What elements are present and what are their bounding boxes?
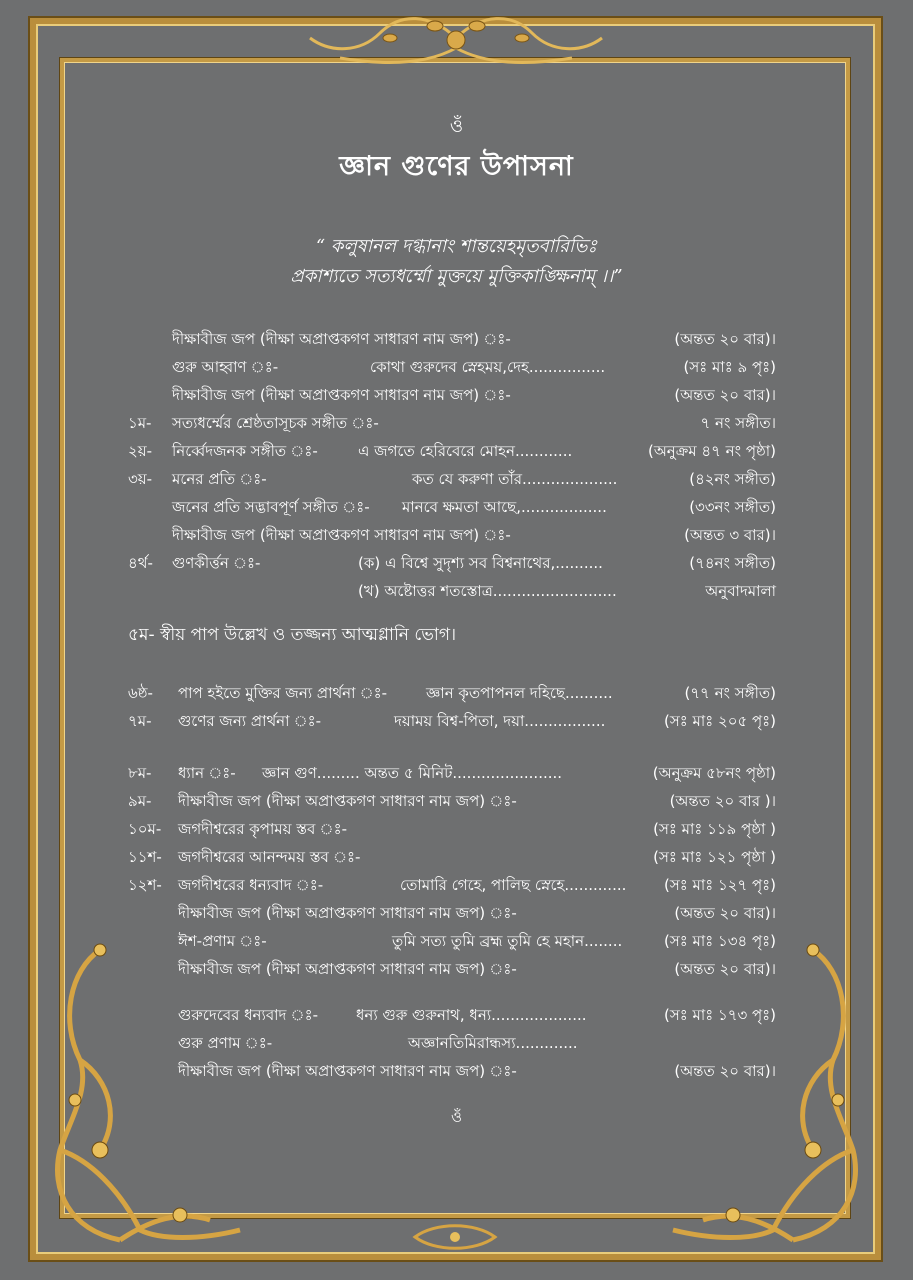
item-reference: (সঃ মাঃ ২০৫ পৃঃ)	[663, 712, 776, 730]
item-reference: (অন্তত ২০ বার)।	[674, 904, 776, 922]
item-reference: (সঃ মাঃ ১১৯ পৃষ্ঠা )	[653, 820, 776, 838]
section-5-heading: ৫ম- স্বীয় পাপ উল্লেখ ও তজ্জন্য আত্মগ্লানি ভোগ।	[128, 625, 457, 645]
item-reference: (অন্তত ২০ বার)।	[674, 1062, 776, 1080]
item-label: দীক্ষাবীজ জপ (দীক্ষা অপ্রাপ্তকগণ সাধারণ নাম জপ) ঃ-	[172, 330, 511, 348]
item-reference: (অন্তত ২০ বার )।	[669, 792, 776, 810]
item-label: দীক্ষাবীজ জপ (দীক্ষা অপ্রাপ্তকগণ সাধারণ নাম জপ) ঃ-	[178, 1062, 517, 1080]
item-reference: (অনুক্রম ৪৭ নং পৃষ্ঠা)	[647, 442, 776, 460]
service-item	[0, 468, 913, 492]
item-label: নির্ব্বেদজনক সঙ্গীত ঃ-	[172, 442, 318, 460]
service-item	[0, 710, 913, 734]
item-hymn: ধন্য গুরু গুরুনাথ, ধন্য....................	[356, 1006, 587, 1024]
item-label: দীক্ষাবীজ জপ (দীক্ষা অপ্রাপ্তকগণ সাধারণ নাম জপ) ঃ-	[178, 960, 517, 978]
service-item	[0, 412, 913, 436]
item-number: ১০ম-	[128, 820, 162, 838]
service-item	[0, 440, 913, 464]
service-item	[0, 1004, 913, 1028]
om-symbol-bottom: ওঁ	[450, 1108, 463, 1126]
item-reference: (অন্তত ২০ বার)।	[674, 386, 776, 404]
service-item	[0, 818, 913, 842]
service-item	[0, 902, 913, 926]
item-label: জগদীশ্বরের আনন্দময় স্তব ঃ-	[178, 848, 361, 866]
item-hymn: কোথা গুরুদেব স্নেহময়,দেহ................	[370, 358, 606, 376]
item-reference: (সঃ মাঃ ১৭৩ পৃঃ)	[663, 1006, 776, 1024]
service-item	[0, 762, 913, 786]
service-item	[0, 874, 913, 898]
service-item	[0, 356, 913, 380]
page-title: জ্ঞান গুণের উপাসনা	[339, 151, 574, 182]
item-number: ৮ম-	[128, 764, 152, 782]
item-label: জগদীশ্বরের ধন্যবাদ ঃ-	[178, 876, 324, 894]
item-number: ৪র্থ-	[128, 554, 153, 572]
om-symbol-top: ওঁ	[449, 116, 464, 137]
service-item	[0, 328, 913, 352]
item-label: গুরু প্রণাম ঃ-	[178, 1034, 273, 1052]
item-number: ১১শ-	[128, 848, 162, 866]
item-reference: (অন্তত ২০ বার)।	[674, 330, 776, 348]
item-label: গুণকীর্ত্তন ঃ-	[172, 554, 261, 572]
item-reference: (অন্তত ৩ বার)।	[684, 526, 776, 544]
service-item	[0, 1060, 913, 1084]
item-number: ৬ষ্ঠ-	[128, 684, 153, 702]
item-number: ৩য়-	[128, 470, 153, 488]
service-item	[0, 552, 913, 576]
item-hymn: দয়াময় বিশ্ব-পিতা, দয়া.................	[394, 712, 606, 730]
service-item	[0, 846, 913, 870]
item-reference: (সঃ মাঃ ১৩৪ পৃঃ)	[664, 932, 776, 950]
service-item	[0, 580, 913, 604]
service-item	[0, 496, 913, 520]
item-reference: (সঃ মাঃ ১২৭ পৃঃ)	[663, 876, 776, 894]
item-label: জগদীশ্বরের কৃপাময় স্তব ঃ-	[178, 820, 347, 838]
item-number: ১ম-	[128, 414, 152, 432]
item-label: মনের প্রতি ঃ-	[172, 470, 267, 488]
item-hymn: এ জগতে হেরিবেরে মোহন............	[358, 442, 573, 460]
service-item	[0, 930, 913, 954]
item-hymn: অজ্ঞানতিমিরান্ধস্য.............	[408, 1034, 578, 1052]
service-item	[0, 524, 913, 548]
item-number: ১২শ-	[128, 876, 162, 894]
item-label: গুরু আহ্বাণ ঃ-	[172, 358, 279, 376]
item-reference: (৩৩নং সঙ্গীত)	[689, 498, 776, 516]
item-label: জনের প্রতি সদ্ভাবপূর্ণ সঙ্গীত ঃ-	[172, 498, 370, 516]
item-label: দীক্ষাবীজ জপ (দীক্ষা অপ্রাপ্তকগণ সাধারণ নাম জপ) ঃ-	[178, 904, 517, 922]
item-label: দীক্ষাবীজ জপ (দীক্ষা অপ্রাপ্তকগণ সাধারণ নাম জপ) ঃ-	[172, 526, 511, 544]
verse-line-2: প্রকাশ্যতে সত্যধর্ম্মো মুক্তয়ে মুক্তিকাঙ্ক্ষিনাম্ ।।”	[290, 266, 623, 287]
item-reference: (সঃ মাঃ ১২১ পৃষ্ঠা )	[653, 848, 776, 866]
item-reference: (সঃ মাঃ ৯ পৃঃ)	[683, 358, 776, 376]
item-label: দীক্ষাবীজ জপ (দীক্ষা অপ্রাপ্তকগণ সাধারণ নাম জপ) ঃ-	[178, 792, 517, 810]
service-item	[0, 682, 913, 706]
item-number: ৭ম-	[128, 712, 152, 730]
service-item	[0, 790, 913, 814]
item-number: ৯ম-	[128, 792, 152, 810]
item-hymn: জ্ঞান কৃতপাপনল দহিছে..........	[426, 684, 613, 702]
item-reference: (৭৭ নং সঙ্গীত)	[684, 684, 776, 702]
item-label: পাপ হইতে মুক্তির জন্য প্রার্থনা ঃ-	[178, 684, 388, 702]
item-reference: (৭৪নং সঙ্গীত)	[689, 554, 776, 572]
item-reference: ৭ নং সঙ্গীত।	[700, 414, 776, 432]
item-reference: অনুবাদমালা	[705, 582, 776, 600]
item-label: ধ্যান ঃ-	[178, 764, 236, 782]
item-label: ঈশ-প্রণাম ঃ-	[178, 932, 267, 950]
item-reference: (অনুক্রম ৫৮নং পৃষ্ঠা)	[652, 764, 776, 782]
verse-line-1: “ কলুষানল দগ্ধানাং শান্তয়েহমৃতবারিভিঃ	[315, 236, 598, 257]
item-hymn: কত যে করুণা তাঁর....................	[412, 470, 618, 488]
item-hymn: তুমি সত্য তুমি ব্রহ্ম তুমি হে মহান........	[392, 932, 623, 950]
item-label: গুরুদেবের ধন্যবাদ ঃ-	[178, 1006, 319, 1024]
item-hymn: (খ) অষ্টোত্তর শতস্তোত্র..........................	[358, 582, 617, 600]
service-item	[0, 1032, 913, 1056]
item-reference: (৪২নং সঙ্গীত)	[689, 470, 776, 488]
item-hymn: (ক) এ বিশ্বে সুদৃশ্য সব বিশ্বনাথের,..........	[358, 554, 603, 572]
item-hymn: জ্ঞান গুণ......... অন্তত ৫ মিনিট.......................	[262, 764, 563, 782]
service-item	[0, 958, 913, 982]
item-number: ২য়-	[128, 442, 153, 460]
item-hymn: তোমারি গেহে, পালিছ স্নেহে.............	[400, 876, 627, 894]
item-label: দীক্ষাবীজ জপ (দীক্ষা অপ্রাপ্তকগণ সাধারণ নাম জপ) ঃ-	[172, 386, 511, 404]
item-reference: (অন্তত ২০ বার)।	[674, 960, 776, 978]
service-item	[0, 384, 913, 408]
item-label: গুণের জন্য প্রার্থনা ঃ-	[178, 712, 322, 730]
item-hymn: মানবে ক্ষমতা আছে,..................	[402, 498, 607, 516]
item-label: সত্যধর্ম্মের শ্রেষ্ঠতাসূচক সঙ্গীত ঃ-	[172, 414, 379, 432]
